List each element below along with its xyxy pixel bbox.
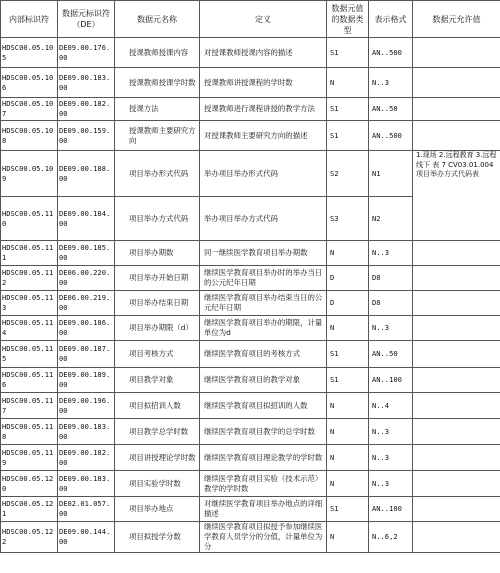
cell-allowed-values bbox=[413, 266, 500, 291]
cell-definition: 继续医学教育项目举办的期限，计量单位为d bbox=[200, 316, 327, 341]
cell-format: AN..500 bbox=[369, 38, 413, 68]
cell-allowed-values bbox=[413, 98, 500, 121]
cell-data-type: N bbox=[327, 445, 369, 471]
cell-definition: 授课教师讲授课程的学时数 bbox=[200, 68, 327, 98]
cell-name: 项目实验学时数 bbox=[115, 471, 200, 497]
cell-data-type: N bbox=[327, 522, 369, 553]
cell-format: D8 bbox=[369, 266, 413, 291]
table-row bbox=[1, 121, 500, 151]
table-row bbox=[1, 368, 500, 393]
cell-internal-id: HDSC00.05.110 bbox=[1, 197, 58, 241]
cell-definition: 继续医学教育项目实验（技术示范）教学的学时数 bbox=[200, 471, 327, 497]
table-row bbox=[1, 471, 500, 497]
cell-name: 授课方法 bbox=[115, 98, 200, 121]
cell-data-type: N bbox=[327, 316, 369, 341]
cell-definition: 继续医学教育项目理论教学的学时数 bbox=[200, 445, 327, 471]
cell-internal-id: HDSC00.05.112 bbox=[1, 266, 58, 291]
cell-allowed-values bbox=[413, 241, 500, 266]
cell-name: 项目拟招训人数 bbox=[115, 393, 200, 419]
table-row bbox=[1, 445, 500, 471]
cell-name: 项目举办地点 bbox=[115, 497, 200, 522]
cell-format: D8 bbox=[369, 291, 413, 316]
cell-name: 项目教学对象 bbox=[115, 368, 200, 393]
table-row bbox=[1, 497, 500, 522]
cell-data-type: S1 bbox=[327, 38, 369, 68]
cell-internal-id: HDSC00.05.117 bbox=[1, 393, 58, 419]
header-allowed-values: 数据元允许值 bbox=[413, 1, 500, 38]
cell-data-type: N bbox=[327, 393, 369, 419]
cell-data-element-id: DE09.00.196.00 bbox=[58, 393, 115, 419]
cell-data-element-id: DE09.00.183.00 bbox=[58, 68, 115, 98]
cell-data-element-id: DE09.00.144.00 bbox=[58, 522, 115, 553]
cell-data-element-id: DE09.00.185.00 bbox=[58, 241, 115, 266]
cell-format: AN..100 bbox=[369, 368, 413, 393]
cell-allowed-values bbox=[413, 471, 500, 497]
table-row bbox=[1, 68, 500, 98]
cell-definition: 继续医学教育项目举办时的举办当日的公元纪年日期 bbox=[200, 266, 327, 291]
cell-name: 授课教师授课学时数 bbox=[115, 68, 200, 98]
header-data-element-id: 数据元标识符（DE） bbox=[58, 1, 115, 38]
cell-name: 项目举办期限（d） bbox=[115, 316, 200, 341]
cell-data-element-id: DE09.00.159.00 bbox=[58, 121, 115, 151]
cell-allowed-values: 1.现场 2.远程教育 3.远程线下 表 7 CV03.01.004 项目举办方式代码表 bbox=[413, 151, 500, 241]
table-row bbox=[1, 241, 500, 266]
cell-data-type: N bbox=[327, 68, 369, 98]
cell-data-element-id: DE09.00.182.00 bbox=[58, 98, 115, 121]
cell-allowed-values bbox=[413, 68, 500, 98]
cell-definition: 授课教师进行课程讲授的教学方法 bbox=[200, 98, 327, 121]
table-row bbox=[1, 341, 500, 368]
cell-format: N..6,2 bbox=[369, 522, 413, 553]
table-row bbox=[1, 393, 500, 419]
table-row bbox=[1, 291, 500, 316]
cell-format: N2 bbox=[369, 197, 413, 241]
header-internal-id: 内部标识符 bbox=[1, 1, 58, 38]
cell-definition: 举办项目举办方式代码 bbox=[200, 197, 327, 241]
table-row bbox=[1, 316, 500, 341]
cell-definition: 对授课教师主要研究方向的描述 bbox=[200, 121, 327, 151]
cell-data-element-id: DE06.00.219.00 bbox=[58, 291, 115, 316]
cell-definition: 继续医学教育项目教学的总学时数 bbox=[200, 419, 327, 445]
cell-data-type: S1 bbox=[327, 98, 369, 121]
header-format: 表示格式 bbox=[369, 1, 413, 38]
table-header-row bbox=[1, 1, 500, 38]
cell-data-type: N bbox=[327, 241, 369, 266]
cell-internal-id: HDSC00.05.109 bbox=[1, 151, 58, 197]
cell-name: 项目教学总学时数 bbox=[115, 419, 200, 445]
cell-definition: 举办项目举办形式代码 bbox=[200, 151, 327, 197]
cell-allowed-values bbox=[413, 445, 500, 471]
cell-format: N..3 bbox=[369, 241, 413, 266]
cell-definition: 同一继续医学教育项目举办期数 bbox=[200, 241, 327, 266]
cell-data-element-id: DE02.01.057.00 bbox=[58, 497, 115, 522]
cell-internal-id: HDSC00.05.113 bbox=[1, 291, 58, 316]
cell-format: N..3 bbox=[369, 445, 413, 471]
header-definition: 定义 bbox=[200, 1, 327, 38]
cell-name: 项目考核方式 bbox=[115, 341, 200, 368]
cell-format: N1 bbox=[369, 151, 413, 197]
cell-name: 项目讲授理论学时数 bbox=[115, 445, 200, 471]
cell-data-type: N bbox=[327, 471, 369, 497]
cell-format: N..3 bbox=[369, 316, 413, 341]
cell-format: AN..100 bbox=[369, 497, 413, 522]
cell-name: 授课教师主要研究方向 bbox=[115, 121, 200, 151]
table-row bbox=[1, 151, 500, 197]
cell-data-element-id: DE06.00.220.00 bbox=[58, 266, 115, 291]
table-row bbox=[1, 266, 500, 291]
table-row bbox=[1, 98, 500, 121]
cell-internal-id: HDSC00.05.116 bbox=[1, 368, 58, 393]
cell-name: 授课教师授课内容 bbox=[115, 38, 200, 68]
cell-allowed-values bbox=[413, 393, 500, 419]
cell-definition: 对继续医学教育项目举办地点的详细描述 bbox=[200, 497, 327, 522]
cell-internal-id: HDSC00.05.122 bbox=[1, 522, 58, 553]
cell-data-element-id: DE09.00.189.00 bbox=[58, 368, 115, 393]
header-data-type: 数据元值的数据类型 bbox=[327, 1, 369, 38]
cell-data-element-id: DE09.00.183.00 bbox=[58, 471, 115, 497]
cell-internal-id: HDSC00.05.115 bbox=[1, 341, 58, 368]
cell-allowed-values bbox=[413, 368, 500, 393]
cell-allowed-values bbox=[413, 291, 500, 316]
cell-data-element-id: DE09.00.188.00 bbox=[58, 151, 115, 197]
table-row bbox=[1, 522, 500, 553]
cell-data-element-id: DE09.00.186.00 bbox=[58, 316, 115, 341]
cell-definition: 继续医学教育项目拟招训的人数 bbox=[200, 393, 327, 419]
cell-data-type: N bbox=[327, 419, 369, 445]
cell-definition: 对授课教师授课内容的描述 bbox=[200, 38, 327, 68]
cell-format: N..3 bbox=[369, 471, 413, 497]
cell-internal-id: HDSC00.05.111 bbox=[1, 241, 58, 266]
cell-data-type: S1 bbox=[327, 121, 369, 151]
cell-internal-id: HDSC00.05.106 bbox=[1, 68, 58, 98]
cell-internal-id: HDSC00.05.107 bbox=[1, 98, 58, 121]
header-data-element-name: 数据元名称 bbox=[115, 1, 200, 38]
cell-internal-id: HDSC00.05.121 bbox=[1, 497, 58, 522]
cell-allowed-values bbox=[413, 497, 500, 522]
cell-name: 项目拟授学分数 bbox=[115, 522, 200, 553]
cell-internal-id: HDSC00.05.118 bbox=[1, 419, 58, 445]
cell-definition: 继续医学教育项目的教学对象 bbox=[200, 368, 327, 393]
cell-data-element-id: DE09.00.183.00 bbox=[58, 419, 115, 445]
cell-internal-id: HDSC00.05.108 bbox=[1, 121, 58, 151]
cell-data-element-id: DE09.00.176.00 bbox=[58, 38, 115, 68]
cell-format: AN..50 bbox=[369, 98, 413, 121]
cell-internal-id: HDSC00.05.120 bbox=[1, 471, 58, 497]
cell-allowed-values bbox=[413, 316, 500, 341]
cell-data-type: D bbox=[327, 291, 369, 316]
cell-allowed-values bbox=[413, 522, 500, 553]
cell-data-type: D bbox=[327, 266, 369, 291]
cell-allowed-values bbox=[413, 419, 500, 445]
cell-data-type: S1 bbox=[327, 341, 369, 368]
cell-format: AN..50 bbox=[369, 341, 413, 368]
table-row bbox=[1, 419, 500, 445]
cell-name: 项目举办形式代码 bbox=[115, 151, 200, 197]
cell-definition: 继续医学教育项目拟授予参加继续医学教育人员学分的分值，计量单位为分 bbox=[200, 522, 327, 553]
cell-definition: 继续医学教育项目的考核方式 bbox=[200, 341, 327, 368]
cell-name: 项目举办期数 bbox=[115, 241, 200, 266]
cell-format: N..3 bbox=[369, 68, 413, 98]
cell-data-element-id: DE09.00.182.00 bbox=[58, 445, 115, 471]
cell-allowed-values bbox=[413, 38, 500, 68]
cell-data-element-id: DE09.00.184.00 bbox=[58, 197, 115, 241]
cell-allowed-values bbox=[413, 121, 500, 151]
cell-data-type: S3 bbox=[327, 197, 369, 241]
cell-definition: 继续医学教育项目举办结束当日的公元纪年日期 bbox=[200, 291, 327, 316]
cell-name: 项目举办方式代码 bbox=[115, 197, 200, 241]
cell-allowed-values bbox=[413, 341, 500, 368]
cell-format: N..4 bbox=[369, 393, 413, 419]
cell-format: N..3 bbox=[369, 419, 413, 445]
cell-format: AN..500 bbox=[369, 121, 413, 151]
cell-name: 项目举办开始日期 bbox=[115, 266, 200, 291]
cell-data-element-id: DE09.00.187.00 bbox=[58, 341, 115, 368]
cell-internal-id: HDSC00.05.119 bbox=[1, 445, 58, 471]
cell-data-type: S2 bbox=[327, 151, 369, 197]
cell-name: 项目举办结束日期 bbox=[115, 291, 200, 316]
cell-data-type: S1 bbox=[327, 497, 369, 522]
cell-internal-id: HDSC00.05.105 bbox=[1, 38, 58, 68]
table-row bbox=[1, 38, 500, 68]
cell-data-type: S1 bbox=[327, 368, 369, 393]
cell-internal-id: HDSC00.05.114 bbox=[1, 316, 58, 341]
